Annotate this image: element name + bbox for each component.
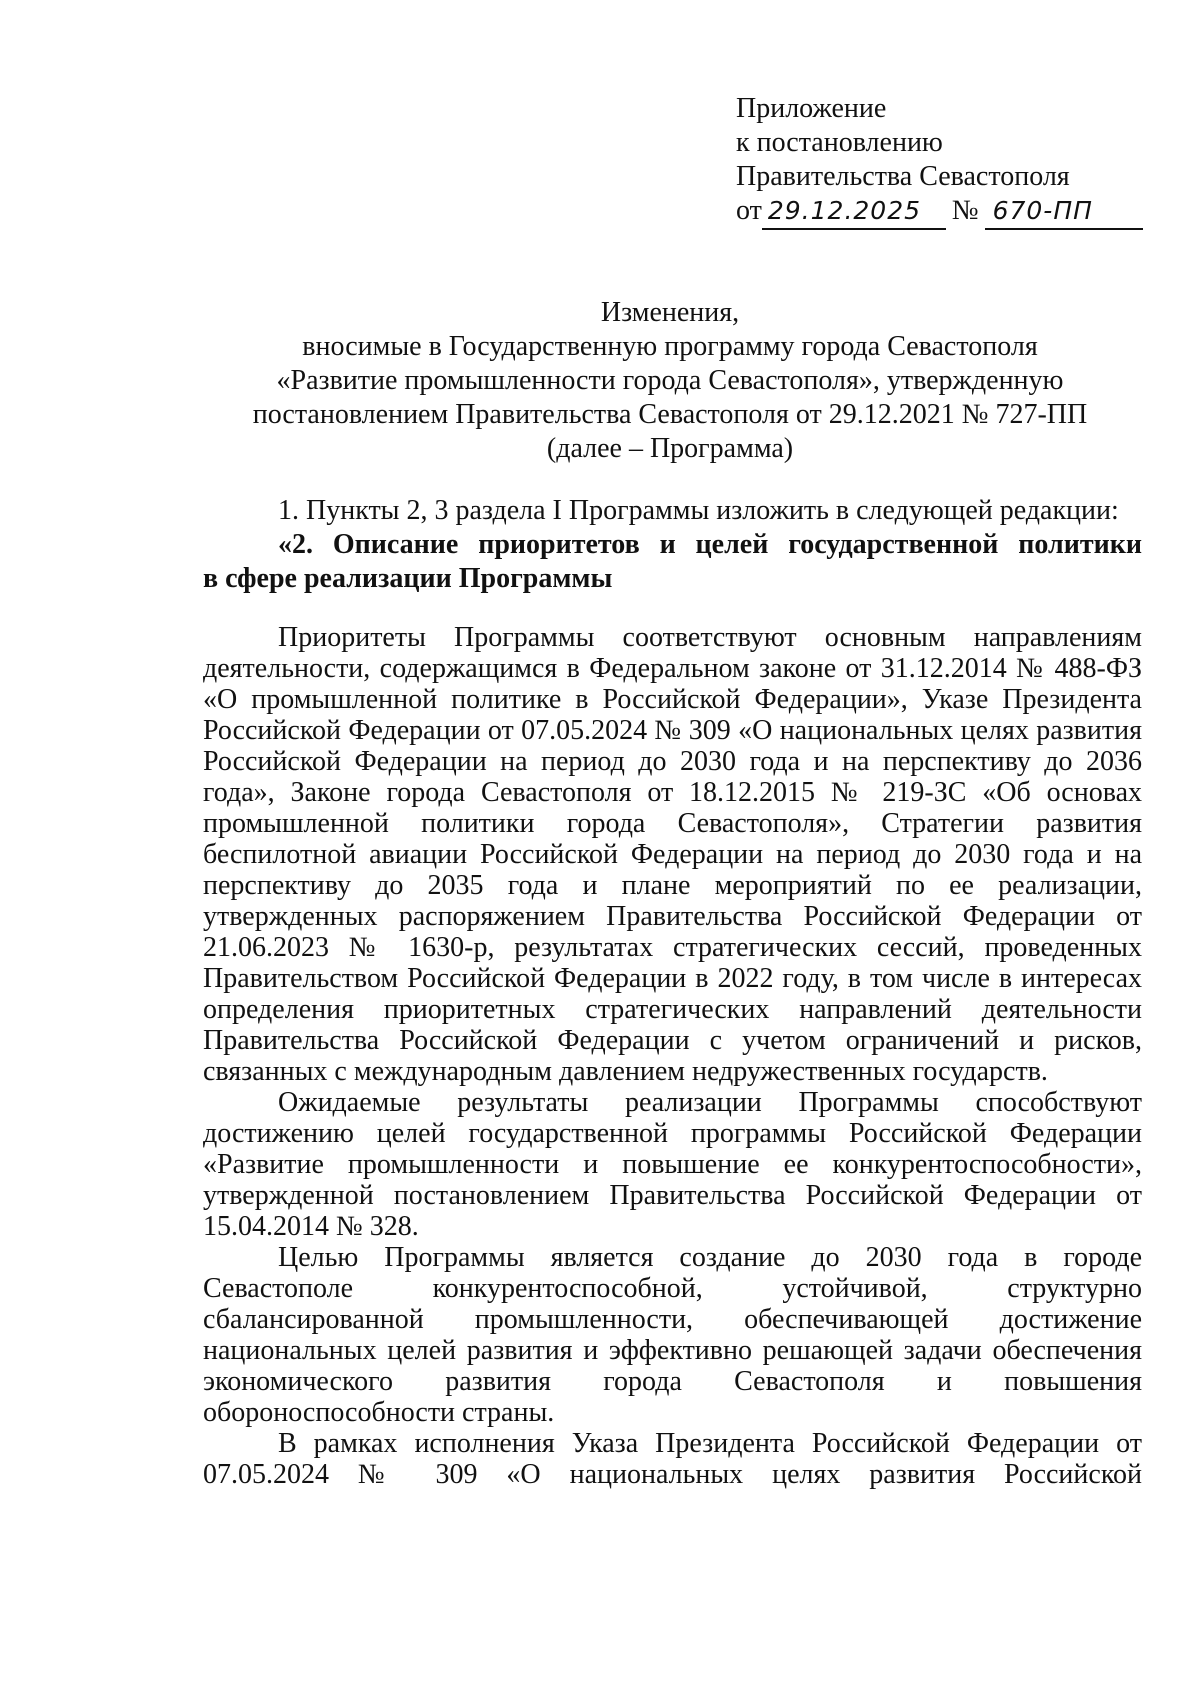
heading-line-1: «2. Описание приоритетов и целей государственной политики [278,529,1142,560]
title-line-1: Изменения, [600,297,740,328]
section-heading [203,528,1142,596]
handwritten-number: 670-ПП [985,194,1143,230]
title-line-4: постановлением Правительства Севастополя от 29.12.2021 № 727-ПП [252,399,1088,430]
number-sign: № [951,195,979,226]
title-line-3: «Развитие промышленности города Севастополя», утвержденную [276,365,1064,396]
appendix-block [736,92,1143,230]
handwritten-date: 29.12.2025 [762,194,946,230]
body-text [203,622,1142,1490]
document-title [200,296,1140,466]
paragraph-priorities: Приоритеты Программы соответствуют основным направлениям деятельности, содержащимся в Федеральном законе от 31.12.2014 № 488-ФЗ «О промышленной политике в Российской Федерации», Указе Президента Российской Федерации от 07.05.2024 № 309 «О национальных целях развития Российской Федерации на период до 2030 года и на перспективу до 2036 года», Законе города Севастополя от 18.12.2015 № 219-ЗС «Об основах промышленной политики города Севастополя», Стратегии развития беспилотной авиации Российской Федерации на период до 2030 года и на перспективу до 2035 года и плане мероприятий по ее реализации, утвержденных распоряжением Правительства Российской Федерации от 21.06.2023 № 1630-р, результатах стратегических сессий, проведенных Правительством Российской Федерации в 2022 году, в том числе в интересах определения приоритетных стратегических направлений деятельности Правительства Российской Федерации с учетом ограничений и рисков, связанных с международным давлением недружественных государств. [203,622,1142,1087]
appendix-authority: Правительства Севастополя [736,161,1070,192]
appendix-title: Приложение [736,93,887,124]
appendix-subtitle: к постановлению [736,127,943,158]
heading-line-2: в сфере реализации Программы [203,563,613,594]
appendix-date-line [736,194,1143,230]
paragraph-decree: В рамках исполнения Указа Президента Российской Федерации от 07.05.2024 № 309 «О национальных целях развития Российской [203,1428,1142,1490]
title-line-2: вносимые в Государственную программу города Севастополя [302,331,1038,362]
title-line-5: (далее – Программа) [546,433,794,464]
paragraph-expected-results: Ожидаемые результаты реализации Программы способствуют достижению целей государственной программы Российской Федерации «Развитие промышленности и повышение ее конкурентоспособности», утвержденной постановлением Правительства Российской Федерации от 15.04.2014 № 328. [203,1087,1142,1242]
from-label: от [736,195,762,226]
item-1-text: 1. Пункты 2, 3 раздела I Программы изложить в следующей редакции: [278,495,1119,526]
paragraph-goal: Целью Программы является создание до 2030 года в городе Севастополе конкурентоспособной, устойчивой, структурно сбалансированной промышленности, обеспечивающей достижение национальных целей развития и эффективно решающей задачи обеспечения экономического развития города Севастополя и повышения обороноспособности страны. [203,1242,1142,1428]
